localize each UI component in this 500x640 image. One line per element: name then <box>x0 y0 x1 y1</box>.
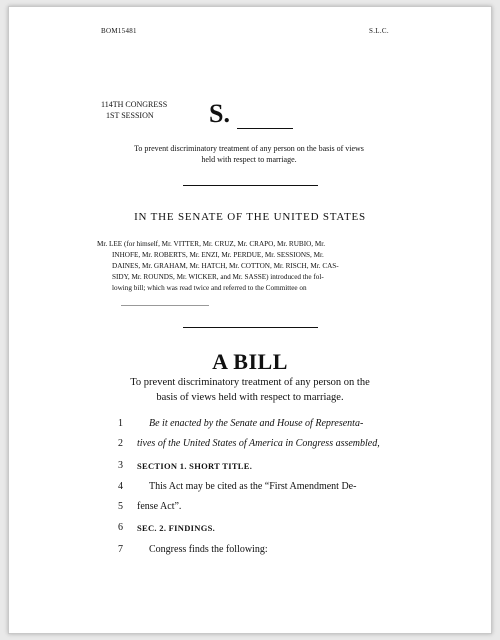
bill-line <box>9 418 491 434</box>
enacting-clause-text: Be it enacted by the Senate and House of Representa- <box>149 418 364 429</box>
short-purpose <box>69 143 429 165</box>
line-number: 3 <box>118 460 123 471</box>
line-number: 1 <box>118 418 123 429</box>
session-number: 1ST SESSION <box>106 111 154 120</box>
bill-prefix: S. <box>209 99 230 128</box>
sponsors-line-3: DAINES, Mr. GRAHAM, Mr. HATCH, Mr. COTTON, Mr. RISCH, Mr. CAS- <box>112 262 339 270</box>
committee-blank-rule <box>121 305 209 306</box>
bill-line <box>9 481 491 497</box>
body-text: fense Act”. <box>137 501 182 512</box>
line-number: 4 <box>118 481 123 492</box>
long-title-line-1: To prevent discriminatory treatment of any person on the <box>130 377 370 388</box>
bill-page <box>8 6 492 634</box>
short-purpose-line-1: To prevent discriminatory treatment of any person on the basis of views <box>134 144 364 153</box>
line-number: 5 <box>118 501 123 512</box>
sponsors-line-1: Mr. LEE (for himself, Mr. VITTER, Mr. CRUZ, Mr. CRAPO, Mr. RUBIO, Mr. <box>97 240 326 248</box>
enacting-clause-text: tives of the United States of America in Congress assembled, <box>137 438 380 449</box>
bill-line <box>9 501 491 517</box>
bill-line <box>9 544 491 560</box>
divider-rule <box>183 185 318 186</box>
chamber-heading: IN THE SENATE OF THE UNITED STATES <box>134 211 366 223</box>
congress-number: 114TH CONGRESS <box>101 100 168 109</box>
sponsors-line-4: SIDY, Mr. ROUNDS, Mr. WICKER, and Mr. SASSE) introduced the fol- <box>112 273 324 281</box>
line-number: 7 <box>118 544 123 555</box>
short-purpose-line-2: held with respect to marriage. <box>201 155 297 164</box>
body-text: This Act may be cited as the “First Amendment De- <box>149 481 357 492</box>
bill-line <box>9 460 491 476</box>
sponsors-paragraph <box>97 239 399 294</box>
sponsors-line-2: INHOFE, Mr. ROBERTS, Mr. ENZI, Mr. PERDUE, Mr. SESSIONS, Mr. <box>112 251 324 259</box>
office-code: S.L.C. <box>369 27 389 35</box>
long-title-line-2: basis of views held with respect to marriage. <box>156 392 344 403</box>
body-text: Congress finds the following: <box>149 544 268 555</box>
divider-rule-2 <box>183 327 318 328</box>
section-heading: SECTION 1. SHORT TITLE. <box>137 461 253 471</box>
bill-title: A BILL <box>212 349 288 374</box>
long-title <box>69 375 431 405</box>
line-number: 2 <box>118 438 123 449</box>
bill-line <box>9 438 491 454</box>
section-heading: SEC. 2. FINDINGS. <box>137 523 216 533</box>
bill-line <box>9 522 491 538</box>
sponsors-line-5: lowing bill; which was read twice and referred to the Committee on <box>112 284 307 292</box>
line-number: 6 <box>118 522 123 533</box>
document-id: BOM15481 <box>101 27 137 35</box>
bill-number-blank <box>237 128 293 129</box>
